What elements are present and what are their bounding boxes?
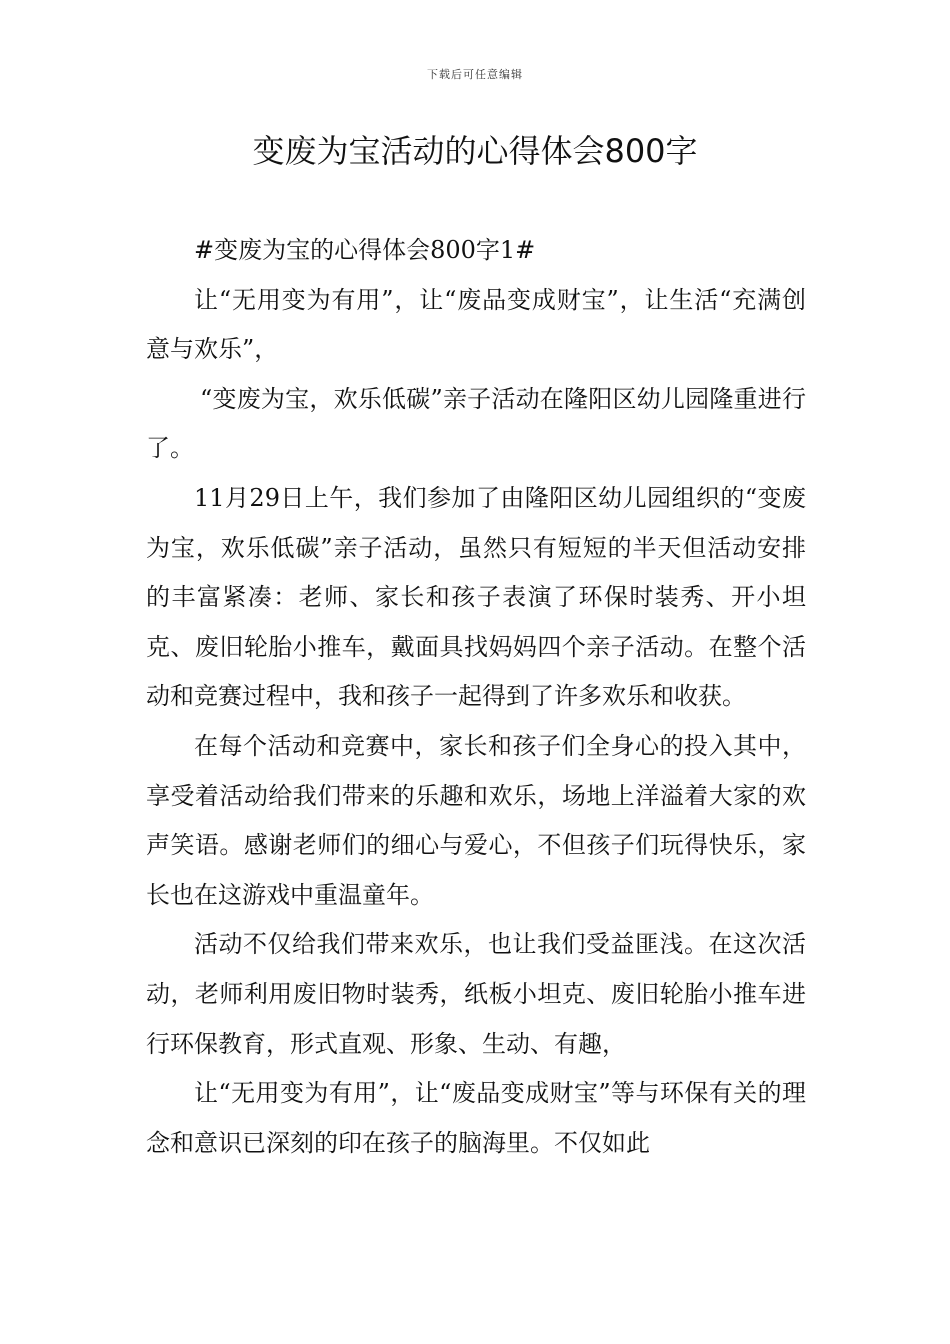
paragraph: 让“无用变为有用”，让“废品变成财宝”等与环保有关的理念和意识已深刻的印在孩子的脑海里。不仅如此 xyxy=(146,1079,806,1157)
header-note: 下载后可任意编辑 xyxy=(427,68,523,81)
paragraph: 11月29日上午，我们参加了由隆阳区幼儿园组织的“变废为宝，欢乐低碳”亲子活动，虽然只有短短的半天但活动安排的丰富紧凑：老师、家长和孩子表演了环保时装秀、开小坦克、废旧轮胎小推车，戴面具找妈妈四个亲子活动。在整个活动和竞赛过程中，我和孩子一起得到了许多欢乐和收获。 xyxy=(146,483,806,711)
paragraph: “变废为宝，欢乐低碳”亲子活动在隆阳区幼儿园隆重进行了。 xyxy=(146,384,806,463)
paragraph: 让“无用变为有用”，让“废品变成财宝”，让生活“充满创意与欢乐”， xyxy=(146,285,806,364)
document-title: 变废为宝活动的心得体会800字 xyxy=(252,132,698,170)
paragraph: 在每个活动和竞赛中，家长和孩子们全身心的投入其中，享受着活动给我们带来的乐趣和欢乐，场地上洋溢着大家的欢声笑语。感谢老师们的细心与爱心，不但孩子们玩得快乐，家长也在这游戏中重温童年。 xyxy=(146,731,806,909)
paragraph: 活动不仅给我们带来欢乐，也让我们受益匪浅。在这次活动，老师利用废旧物时装秀，纸板小坦克、废旧轮胎小推车进行环保教育，形式直观、形象、生动、有趣， xyxy=(146,930,806,1058)
document-body xyxy=(146,226,806,1168)
section-heading: #变废为宝的心得体会800字1# xyxy=(194,236,536,264)
